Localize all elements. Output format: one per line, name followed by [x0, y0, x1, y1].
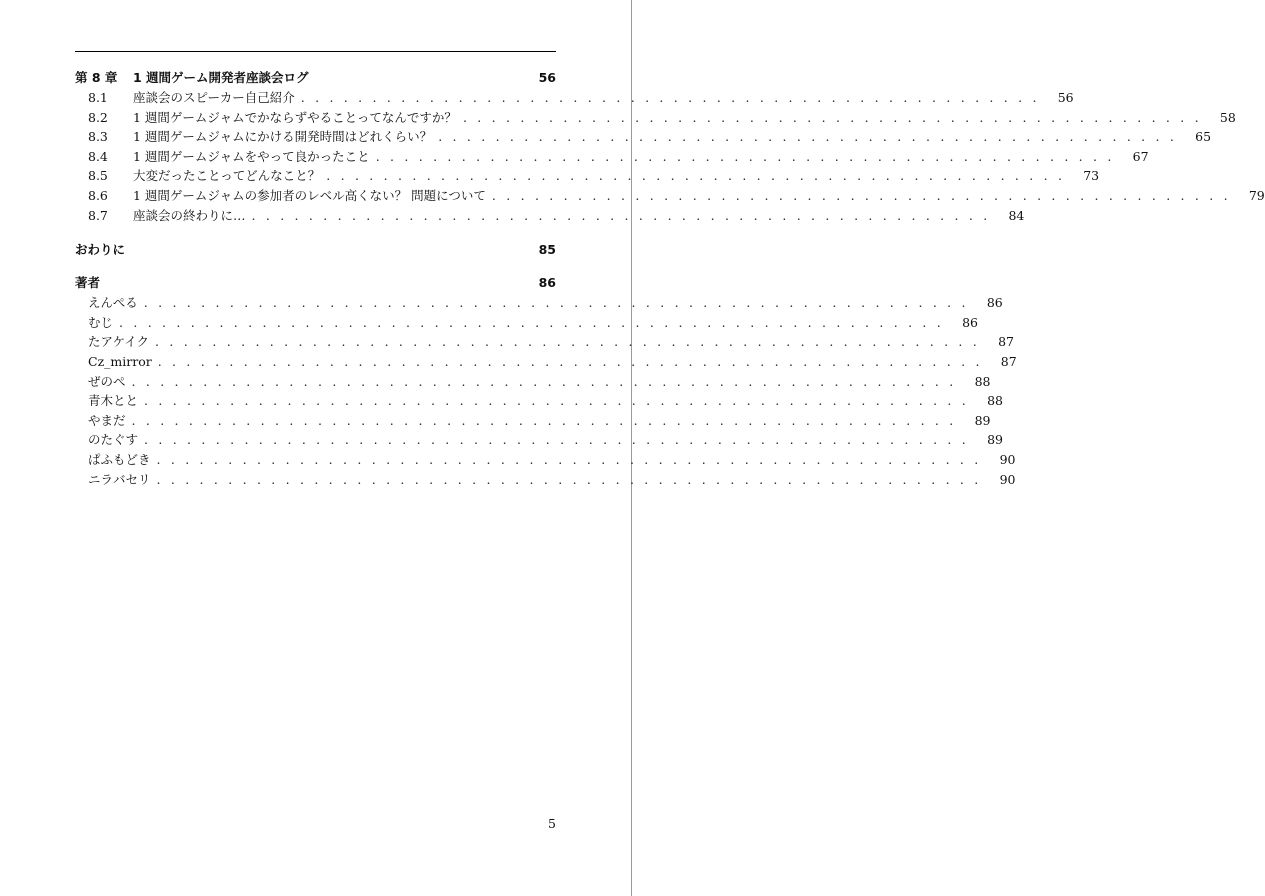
toc-section[interactable]	[75, 88, 1074, 108]
dot-leader: . . . . . . . . . . . . . . . . . . . . . . . . . . . . . . . . . . . . . . . . . . . . . . . . . . . . . . . . . .	[155, 334, 980, 350]
dot-leader: . . . . . . . . . . . . . . . . . . . . . . . . . . . . . . . . . . . . . . . . . . . . . . . . . . . . . . . . . .	[119, 314, 944, 330]
author-name: Cz_mirror	[88, 353, 152, 369]
section-page: 67	[1132, 148, 1149, 164]
chapter-page: 56	[538, 70, 556, 85]
dot-leader: . . . . . . . . . . . . . . . . . . . . . . . . . . . . . . . . . . . . . . . . . . . . . . . . . . . . . . . . . .	[131, 373, 957, 389]
toc-section[interactable]	[75, 166, 1100, 186]
toc-author[interactable]	[75, 411, 991, 431]
section-number: 8.2	[88, 109, 108, 125]
toc-authors[interactable]	[75, 273, 556, 293]
author-page: 86	[986, 295, 1003, 311]
section-page: 84	[1008, 207, 1025, 223]
owarini-title: おわりに	[75, 242, 126, 258]
toc-section[interactable]	[75, 127, 1212, 147]
dot-leader: . . . . . . . . . . . . . . . . . . . . . . . . . . . . . . . . . . . . . . . . . . . . . . . . . . . . . . . . . .	[144, 432, 969, 448]
toc-section[interactable]	[75, 186, 1265, 206]
owarini-page: 85	[538, 242, 556, 258]
toc-author[interactable]	[75, 352, 1017, 372]
dot-leader: . . . . . . . . . . . . . . . . . . . . . . . . . . . . . . . . . . . . . . . . . . . . . . . . . . . .	[491, 187, 1231, 203]
toc-author[interactable]	[75, 313, 978, 333]
toc-author[interactable]	[75, 430, 1003, 450]
section-page: 79	[1248, 187, 1265, 203]
dot-leader: . . . . . . . . . . . . . . . . . . . . . . . . . . . . . . . . . . . . . . . . . . . . . . . . . . . .	[326, 168, 1066, 184]
author-page: 89	[987, 432, 1003, 448]
toc-author[interactable]	[75, 293, 1003, 313]
authors-title: 著者	[75, 275, 101, 291]
author-page: 90	[999, 471, 1016, 487]
dot-leader: . . . . . . . . . . . . . . . . . . . . . . . . . . . . . . . . . . . . . . . . . . . . . . . . . . . . . . . . . .	[131, 412, 957, 428]
section-title: 大変だったことってどんなこと？	[133, 168, 321, 184]
authors-page: 86	[538, 275, 556, 291]
section-number: 8.5	[88, 168, 108, 184]
header-rule	[75, 51, 556, 52]
author-name: ニラバセリ	[88, 471, 151, 487]
dot-leader: . . . . . . . . . . . . . . . . . . . . . . . . . . . . . . . . . . . . . . . . . . . . . . . . . . . .	[375, 148, 1115, 164]
dot-leader: . . . . . . . . . . . . . . . . . . . . . . . . . . . . . . . . . . . . . . . . . . . . . . . . . . . .	[438, 129, 1178, 145]
dot-leader: . . . . . . . . . . . . . . . . . . . . . . . . . . . . . . . . . . . . . . . . . . . . . . . . . . . .	[462, 109, 1202, 125]
author-page: 88	[987, 393, 1003, 409]
section-page: 73	[1083, 168, 1100, 184]
dot-leader: . . . . . . . . . . . . . . . . . . . . . . . . . . . . . . . . . . . . . . . . . . . . . . . . . . . . . . . . . .	[156, 451, 982, 467]
author-name: やまだ	[88, 412, 126, 428]
author-page: 89	[974, 412, 991, 428]
author-name: のたぐす	[88, 432, 139, 448]
dot-leader: . . . . . . . . . . . . . . . . . . . . . . . . . . . . . . . . . . . . . . . . . . . . . . . . . . . .	[300, 90, 1040, 105]
author-page: 87	[1000, 353, 1017, 369]
toc-chapter-8[interactable]	[75, 67, 556, 88]
section-page: 58	[1219, 109, 1236, 125]
toc-author[interactable]	[75, 372, 991, 392]
chapter-title: 1 週間ゲーム開発者座談会ログ	[133, 70, 309, 85]
author-name: むじ	[88, 314, 114, 330]
dot-leader: . . . . . . . . . . . . . . . . . . . . . . . . . . . . . . . . . . . . . . . . . . . . . . . . . . . . . . . . . .	[143, 295, 969, 311]
section-title: 座談会のスピーカー自己紹介	[133, 90, 295, 105]
dot-leader: . . . . . . . . . . . . . . . . . . . . . . . . . . . . . . . . . . . . . . . . . . . . . . . . . . . . . . . . . .	[156, 471, 982, 487]
section-number: 8.1	[88, 90, 108, 105]
section-title: 座談会の終わりに…	[133, 207, 246, 223]
section-title: 1 週間ゲームジャムでかならずやることってなんですか？	[133, 109, 457, 125]
author-name: ぱふもどき	[88, 451, 151, 467]
section-title: 1 週間ゲームジャムにかける開発時間はどれくらい？	[133, 129, 433, 145]
author-name: ぜのぺ	[88, 373, 126, 389]
dot-leader: . . . . . . . . . . . . . . . . . . . . . . . . . . . . . . . . . . . . . . . . . . . . . . . . . . . .	[251, 207, 991, 223]
author-page: 86	[962, 314, 978, 330]
toc-section[interactable]	[75, 206, 1025, 226]
dot-leader: . . . . . . . . . . . . . . . . . . . . . . . . . . . . . . . . . . . . . . . . . . . . . . . . . . . . . . . . . .	[144, 393, 969, 409]
toc-section[interactable]	[75, 108, 1236, 128]
author-page: 90	[999, 451, 1016, 467]
section-title: 1 週間ゲームジャムをやって良かったこと	[133, 148, 370, 164]
section-page: 65	[1195, 129, 1212, 145]
section-number: 8.3	[88, 129, 108, 145]
toc-owarini[interactable]	[75, 240, 556, 260]
author-name: えんぺる	[88, 295, 138, 311]
author-page: 88	[974, 373, 991, 389]
toc-author[interactable]	[75, 391, 1003, 411]
author-page: 87	[998, 334, 1014, 350]
section-number: 8.7	[88, 207, 108, 223]
section-page: 56	[1057, 90, 1074, 105]
table-of-contents	[75, 67, 1265, 489]
toc-section[interactable]	[75, 147, 1149, 167]
toc-author[interactable]	[75, 450, 1016, 470]
dot-leader: . . . . . . . . . . . . . . . . . . . . . . . . . . . . . . . . . . . . . . . . . . . . . . . . . . . . . . . . . .	[157, 353, 983, 369]
toc-author[interactable]	[75, 332, 1014, 352]
section-number: 8.6	[88, 187, 108, 203]
author-name: たアケイク	[88, 334, 150, 350]
section-number: 8.4	[88, 148, 108, 164]
chapter-label: 第 8 章	[75, 70, 118, 85]
page-number: 5	[548, 816, 556, 831]
author-name: 青木とと	[88, 393, 139, 409]
toc-author[interactable]	[75, 470, 1016, 490]
section-title: 1 週間ゲームジャムの参加者のレベル高くない？ 問題について	[133, 187, 486, 203]
